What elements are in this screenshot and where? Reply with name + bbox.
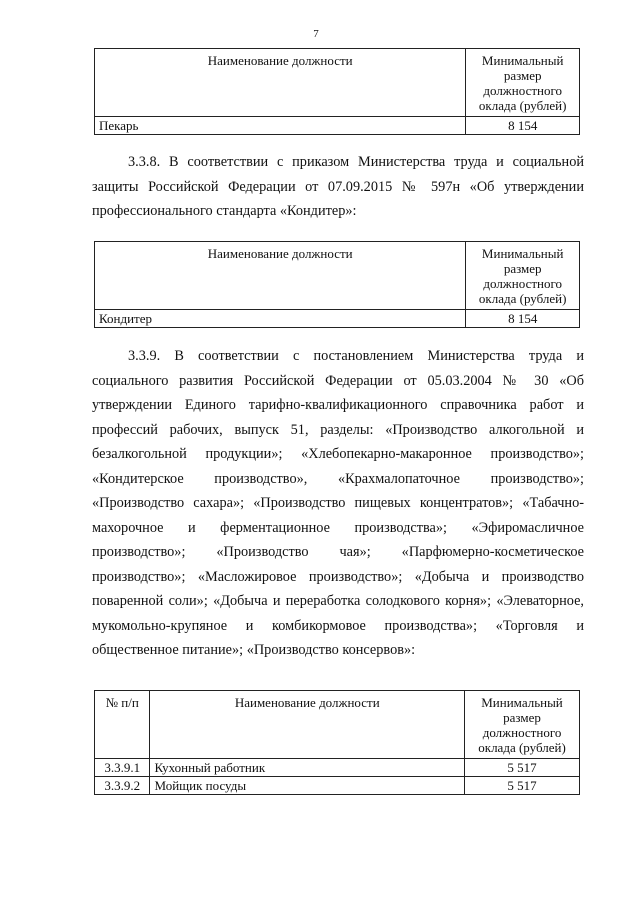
header-min-salary: Минимальный размер должностного оклада (рублей): [466, 242, 580, 310]
row-number: 3.3.9.2: [95, 777, 150, 795]
row-number: 3.3.9.1: [95, 759, 150, 777]
paragraph-text: 3.3.8. В соответствии с приказом Министерства труда и социальной защиты Российской Федерации от 07.09.2015 № 597н «Об утверждении профессионального стандарта «Кондитер»:: [92, 154, 584, 219]
position-name: Кухонный работник: [150, 759, 465, 777]
table-row: [95, 759, 580, 777]
header-min-salary: Минимальный размер должностного оклада (рублей): [465, 691, 580, 759]
table-row: [95, 777, 580, 795]
header-position-name: Наименование должности: [95, 49, 466, 117]
salary-value: 8 154: [466, 310, 580, 328]
salary-value: 8 154: [466, 117, 580, 135]
paragraph-3-3-8: [92, 150, 584, 224]
table-header-row: [95, 691, 580, 759]
table-header-row: [95, 49, 580, 117]
page-number: 7: [313, 28, 319, 40]
position-name: Кондитер: [95, 310, 466, 328]
position-table-baker: [94, 48, 580, 135]
salary-value: 5 517: [465, 759, 580, 777]
paragraph-3-3-9: [92, 344, 584, 663]
table-header-row: [95, 242, 580, 310]
position-name: Мойщик посуды: [150, 777, 465, 795]
salary-value: 5 517: [465, 777, 580, 795]
position-table-kitchen: [94, 690, 580, 795]
paragraph-text: 3.3.9. В соответствии с постановлением Министерства труда и социального развития Российской Федерации от 05.03.2004 № 30 «Об утверждении Единого тарифно-квалификационного справочника работ и профессий рабочих, выпуск 51, разделы: «Производство алкогольной и безалкогольной продукции»; «Хлебопекарно-макаронное производство»; «Кондитерское производство», «Крахмалопаточное производство»; «Производство сахара»; «Производство пищевых концентратов»; «Табачно-махорочное и ферментационное производства»; «Эфиромасличное производство»; «Производство чая»; «Парфюмерно-косметическое производство»; «Масложировое производство»; «Добыча и производство поваренной соли»; «Добыча и переработка солодкового корня»; «Элеваторное, мукомольно-крупяное и комбикормовое производства»; «Торговля и общественное питание»; «Производство консервов»:: [92, 348, 584, 658]
table-row: [95, 310, 580, 328]
position-name: Пекарь: [95, 117, 466, 135]
position-table-confectioner: [94, 241, 580, 328]
header-position-name: Наименование должности: [95, 242, 466, 310]
header-position-name: Наименование должности: [150, 691, 465, 759]
header-min-salary: Минимальный размер должностного оклада (рублей): [466, 49, 580, 117]
header-number: № п/п: [95, 691, 150, 759]
table-row: [95, 117, 580, 135]
